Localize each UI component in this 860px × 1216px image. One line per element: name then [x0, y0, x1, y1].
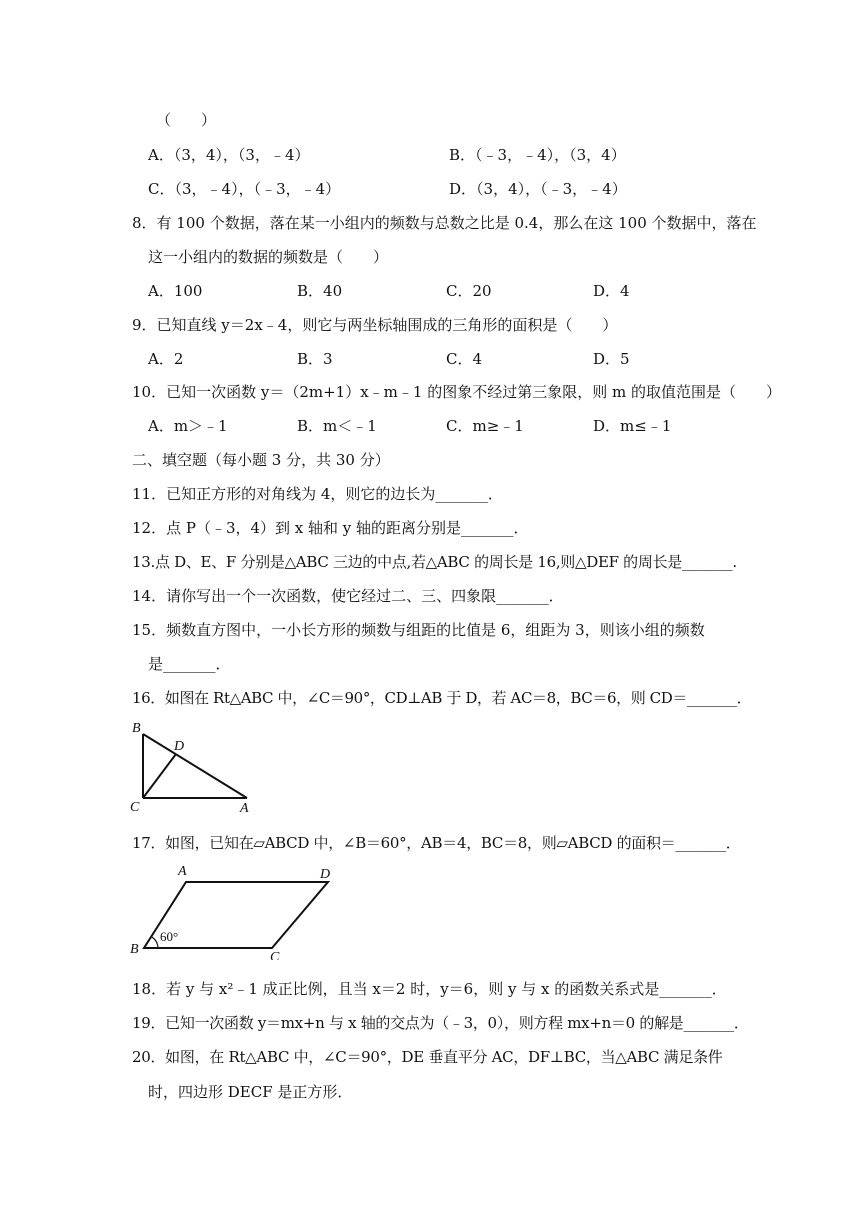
q10-option-a: A．m＞﹣1: [148, 417, 228, 435]
q9-option-b: B．3: [297, 350, 333, 368]
q8-option-d: D．4: [593, 282, 630, 300]
q16-triangle-figure: [126, 716, 256, 816]
q11: 11．已知正方形的对角线为 4，则它的边长为_______．: [132, 485, 503, 503]
q20-line1: 20．如图，在 Rt△ABC 中，∠C＝90°，DE 垂直平分 AC，DF⊥BC，当△ABC 满足条件: [132, 1048, 723, 1066]
q9-option-d: D．5: [593, 350, 630, 368]
label-d: D: [320, 867, 331, 882]
label-c: C: [270, 950, 280, 960]
q10-option-b: B．m＜﹣1: [297, 417, 377, 435]
q9-stem: 9．已知直线 y＝2x﹣4，则它与两坐标轴围成的三角形的面积是（ ）: [132, 316, 618, 334]
q7-option-c: C．（3，﹣4），（﹣3，﹣4）: [148, 180, 341, 198]
q10-stem: 10．已知一次函数 y＝（2m+1）x﹣m﹣1 的图象不经过第三象限，则 m 的取值范围是（ ）: [132, 383, 781, 401]
q14: 14．请你写出一个一次函数，使它经过二、三、四象限_______．: [132, 587, 564, 605]
q10-option-d: D．m≤﹣1: [593, 417, 672, 435]
q8-option-c: C．20: [446, 282, 492, 300]
segment-cd: [143, 754, 176, 798]
q17-parallelogram-figure: [128, 860, 338, 960]
label-b: B: [132, 721, 141, 736]
q8-option-b: B．40: [297, 282, 343, 300]
label-d: D: [174, 739, 185, 754]
label-c: C: [130, 800, 140, 815]
q7-paren: （ ）: [156, 111, 217, 129]
q10-option-c: C．m≥﹣1: [446, 417, 524, 435]
label-a: A: [178, 864, 187, 879]
q16: 16．如图在 Rt△ABC 中，∠C＝90°，CD⊥AB 于 D，若 AC＝8，BC＝6，则 CD＝_______．: [132, 689, 752, 707]
angle-label: 60°: [160, 929, 179, 944]
q7-option-a: A．（3，4），（3，﹣4）: [148, 146, 310, 164]
segment-ab: [143, 734, 247, 798]
q13: 13.点 D、E、F 分别是△ABC 三边的中点,若△ABC 的周长是 16,则△DEF 的周长是_______.: [132, 553, 737, 571]
q9-option-c: C．4: [446, 350, 483, 368]
label-a: A: [240, 801, 249, 816]
label-b: B: [130, 942, 139, 957]
q19: 19．已知一次函数 y＝mx+n 与 x 轴的交点为（﹣3，0），则方程 mx+n＝0 的解是_______．: [132, 1014, 749, 1032]
q12: 12．点 P（﹣3，4）到 x 轴和 y 轴的距离分别是_______．: [132, 519, 529, 537]
q15-line2: 是_______．: [148, 655, 231, 673]
angle-b-arc: [152, 937, 158, 948]
q17: 17．如图，已知在▱ABCD 中，∠B＝60°，AB＝4，BC＝8，则▱ABCD 的面积＝_______．: [132, 834, 741, 852]
section-2-heading: 二、填空题（每小题 3 分，共 30 分）: [132, 451, 390, 469]
q7-option-d: D．（3，4），（﹣3，﹣4）: [449, 180, 627, 198]
q20-line2: 时，四边形 DECF 是正方形．: [148, 1083, 353, 1101]
q18: 18．若 y 与 x²﹣1 成正比例，且当 x＝2 时，y＝6，则 y 与 x 的函数关系式是_______．: [132, 980, 727, 998]
q7-option-b: B．（﹣3，﹣4），（3，4）: [449, 146, 626, 164]
q8-option-a: A．100: [148, 282, 203, 300]
q9-option-a: A．2: [148, 350, 184, 368]
q8-stem-line1: 8．有 100 个数据，落在某一小组内的频数与总数之比是 0.4，那么在这 100 个数据中，落在: [132, 214, 757, 232]
q8-stem-line2: 这一小组内的数据的频数是（ ）: [148, 248, 389, 266]
q15-line1: 15．频数直方图中，一小长方形的频数与组距的比值是 6，组距为 3，则该小组的频数: [132, 621, 705, 639]
